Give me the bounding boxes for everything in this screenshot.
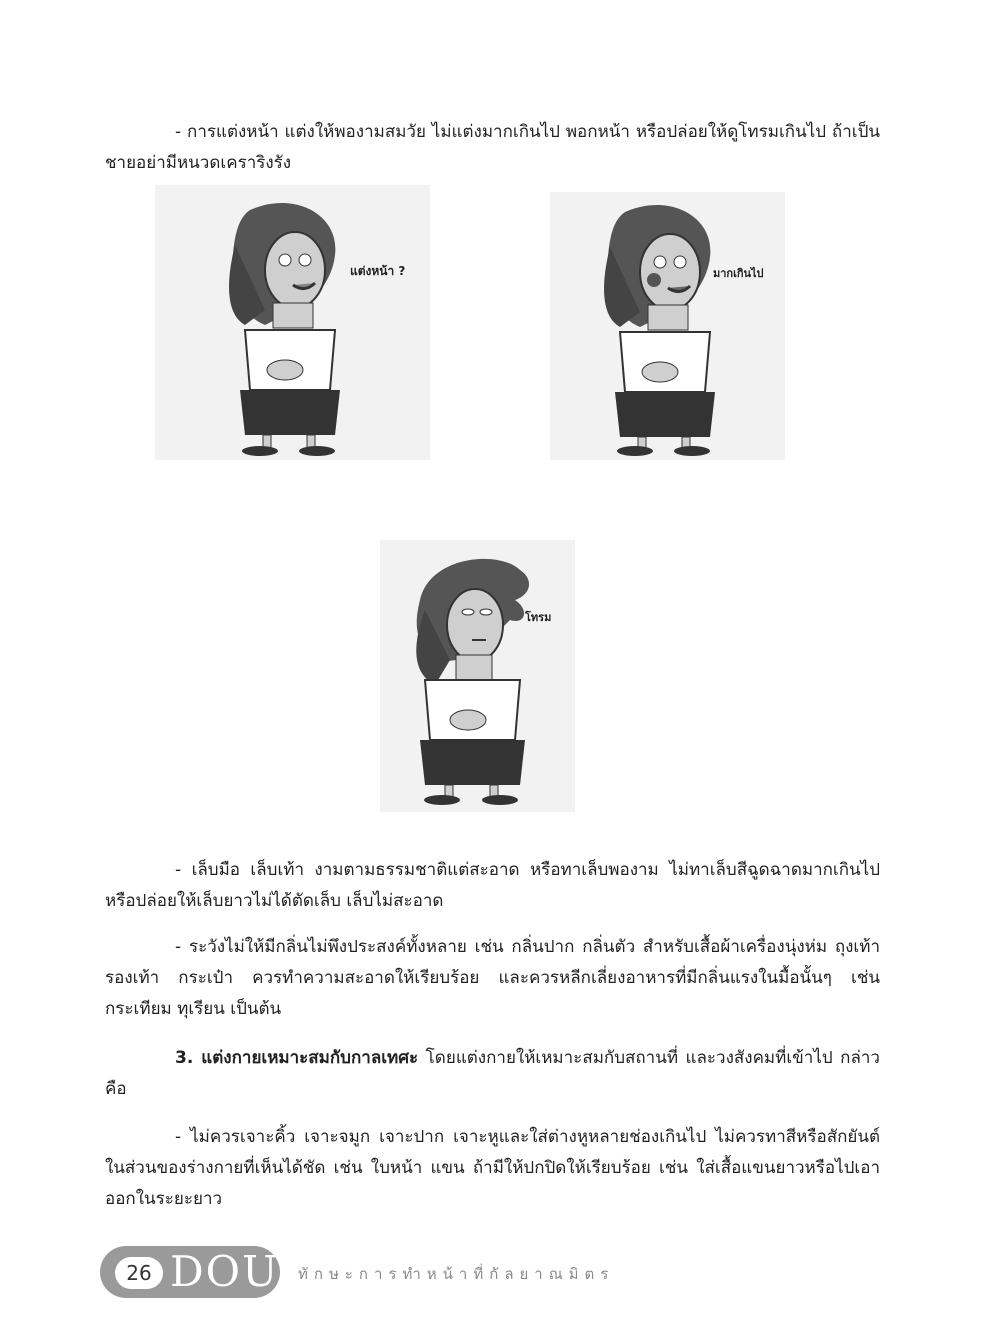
- caption-makeup-question: แต่งหน้า ?: [350, 264, 406, 278]
- illustration-too-much: [550, 192, 785, 460]
- section-heading: 3. แต่งกายเหมาะสมกับกาลเทศะ: [175, 1048, 419, 1068]
- illustration-makeup-question: [155, 185, 430, 460]
- section-heading-rest: โดยแต่งกายให้เหมาะสมกับสถานที่ และวงสังคมที่เข้าไป กล่าวคือ: [105, 1048, 880, 1099]
- paragraph-nails: - เล็บมือ เล็บเท้า งามตามธรรมชาติแต่สะอาด หรือทาเล็บพองาม ไม่ทาเล็บสีฉูดฉาดมากเกินไป หรือปล่อยให้เล็บยาวไม่ได้ตัดเล็บ เล็บไม่สะอาด: [105, 860, 880, 911]
- book-title: ทักษะการทำหน้าที่กัลยาณมิตร: [298, 1265, 615, 1283]
- paragraph-appropriate-dress: [105, 1043, 880, 1105]
- caption-shabby: โทรม: [525, 611, 552, 624]
- caption-too-much: มากเกินไป: [713, 267, 764, 280]
- woman-figure-icon: [550, 192, 785, 460]
- paragraph-makeup: - การแต่งหน้า แต่งให้พองามสมวัย ไม่แต่งมากเกินไป พอกหน้า หรือปล่อยให้ดูโทรมเกินไป ถ้าเป็นชายอย่ามีหนวดเคราริงรัง: [105, 122, 880, 173]
- woman-figure-icon: [155, 185, 430, 460]
- paragraph-odor: - ระวังไม่ให้มีกลิ่นไม่พึงประสงค์ทั้งหลาย เช่น กลิ่นปาก กลิ่นตัว สำหรับเสื้อผ้าเครื่องนุ่งห่ม ถุงเท้า รองเท้า กระเป๋า ควรทำความสะอาดให้เรียบร้อย และควรหลีกเลี่ยงอาหารที่มีกลิ่นแรงในมื้อนั้นๆ เช่น กระเทียม ทุเรียน เป็นต้น: [105, 937, 880, 1019]
- page-number: 26: [115, 1257, 163, 1289]
- dou-logo: DOU: [170, 1247, 280, 1296]
- woman-figure-icon: [380, 540, 575, 812]
- illustration-shabby: [380, 540, 575, 812]
- paragraph-piercing: - ไม่ควรเจาะคิ้ว เจาะจมูก เจาะปาก เจาะหูและใส่ต่างหูหลายช่องเกินไป ไม่ควรทาสีหรือสักยันต์ในส่วนของร่างกายที่เห็นได้ชัด เช่น ใบหน้า แขน ถ้ามีให้ปกปิดให้เรียบร้อย เช่น ใส่เสื้อแขนยาวหรือไปเอาออกในระยะยาว: [105, 1127, 880, 1209]
